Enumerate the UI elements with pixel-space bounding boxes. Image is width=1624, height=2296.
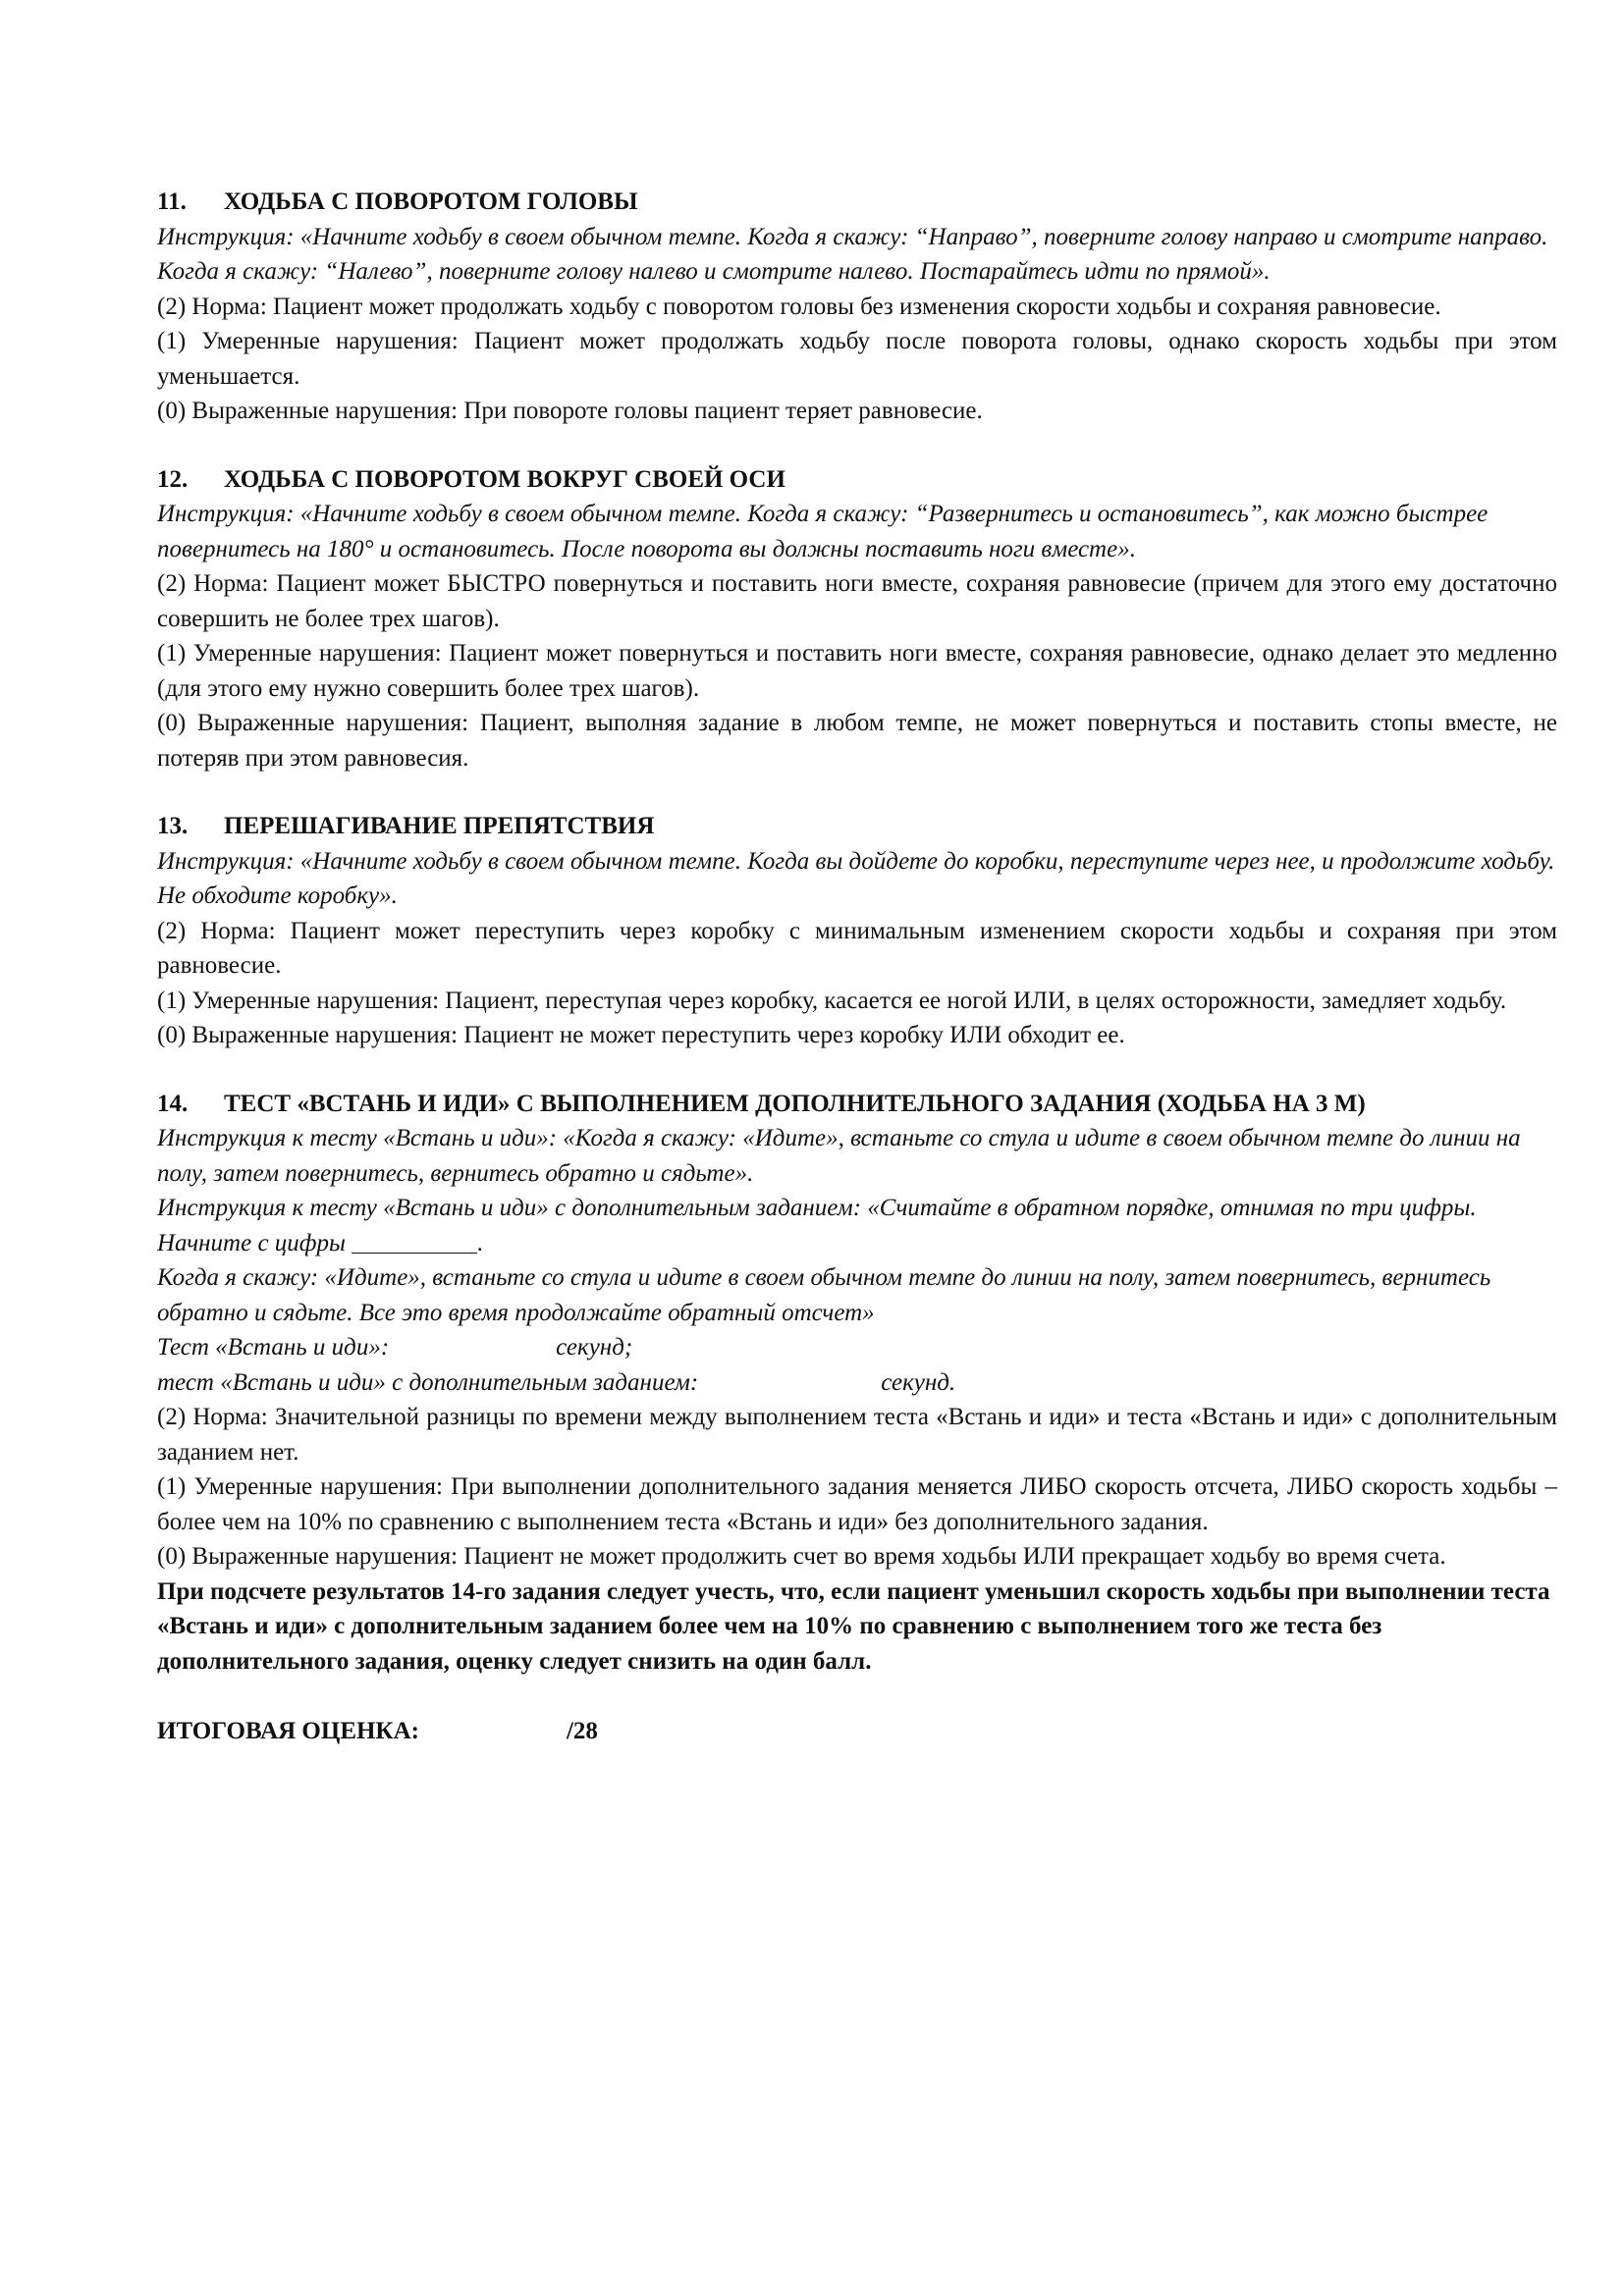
score-2-text: (2) Норма: Пациент может переступить через коробку с минимальным изменением скорости ходьбы и сохраняя при этом равновесие.: [157, 917, 1557, 979]
dual-task-instruction-end: .: [477, 1229, 484, 1256]
total-score: [157, 1714, 1557, 1749]
section-title: ХОДЬБА С ПОВОРОТОМ ГОЛОВЫ: [224, 188, 638, 215]
section-14: [157, 1087, 1557, 1680]
score-2-text: (2) Норма: Пациент может продолжать ходьбу с поворотом головы без изменения скорости ходьбы и сохраняя равновесие.: [157, 293, 1441, 320]
timing-unit: секунд;: [556, 1334, 633, 1361]
document-page: [157, 185, 1557, 1774]
timing-row-tug: [157, 1330, 1557, 1365]
score-0-text: (0) Выраженные нарушения: Пациент не может переступить через коробку ИЛИ обходит ее.: [157, 1022, 1125, 1048]
start-number-blank: [352, 1229, 477, 1254]
section-title: ТЕСТ «ВСТАНЬ И ИДИ» С ВЫПОЛНЕНИЕМ ДОПОЛНИТЕЛЬНОГО ЗАДАНИЯ (ХОДЬБА НА 3 М): [224, 1090, 1366, 1117]
dual-task-instruction-text: Инструкция к тесту «Встань и иди» с дополнительным заданием: «Считайте в обратном порядке, отнимая по три цифры. Начните с цифры: [157, 1195, 1477, 1256]
section-heading: [157, 809, 1557, 844]
section-title: ПЕРЕШАГИВАНИЕ ПРЕПЯТСТВИЯ: [224, 813, 655, 839]
section-11: [157, 185, 1557, 429]
section-heading: [157, 462, 1557, 498]
instruction-text: Инструкция: «Начните ходьбу в своем обычном темпе. Когда вы дойдете до коробки, переступите через нее, и продолжите ходьбу. Не обходите коробку».: [157, 847, 1555, 909]
score-1-text: (1) Умеренные нарушения: Пациент, переступая через коробку, касается ее ногой ИЛИ, в целях осторожности, замедляет ходьбу.: [157, 987, 1507, 1014]
section-13: [157, 809, 1557, 1053]
section-number: 14.: [157, 1090, 189, 1117]
timing-row-dual-task: [157, 1365, 1557, 1401]
score-2-text: (2) Норма: Пациент может БЫСТРО повернуться и поставить ноги вместе, сохраняя равновесие (причем для этого ему достаточно совершить не более трех шагов).: [157, 570, 1557, 632]
section-number: 12.: [157, 465, 189, 493]
section-heading: [157, 185, 1557, 220]
section-title: ХОДЬБА С ПОВОРОТОМ ВОКРУГ СВОЕЙ ОСИ: [224, 465, 785, 493]
total-score-max: /28: [566, 1718, 598, 1744]
timing-label: Тест «Встань и иди»:: [157, 1334, 390, 1361]
section-12: [157, 462, 1557, 776]
timing-unit: секунд.: [881, 1368, 956, 1396]
score-1-text: (1) Умеренные нарушения: Пациент может продолжать ходьбу после поворота головы, однако скорость ходьбы при этом уменьшается.: [157, 328, 1557, 390]
instruction-continuation: Когда я скажу: «Идите», встаньте со стула и идите в своем обычном темпе до линии на полу, затем повернитесь, вернитесь обратно и сядьте. Все это время продолжайте обратный отсчет»: [157, 1264, 1491, 1326]
total-score-label: ИТОГОВАЯ ОЦЕНКА:: [157, 1718, 419, 1744]
score-0-text: (0) Выраженные нарушения: При повороте головы пациент теряет равновесие.: [157, 398, 983, 424]
score-1-text: (1) Умеренные нарушения: Пациент может повернуться и поставить ноги вместе, сохраняя равновесие, однако делает это медленно (для этого ему нужно совершить более трех шагов).: [157, 640, 1557, 702]
score-2-text: (2) Норма: Значительной разницы по времени между выполнением теста «Встань и иди» и теста «Встань и иди» с дополнительным заданием нет.: [157, 1404, 1557, 1466]
instruction-text: Инструкция: «Начните ходьбу в своем обычном темпе. Когда я скажу: “Направо”, поверните голову направо и смотрите направо. Когда я скажу: “Налево”, поверните голову налево и смотрите налево. Постарайтесь идти по прямой».: [157, 223, 1548, 285]
scoring-note: При подсчете результатов 14-го задания следует учесть, что, если пациент уменьшил скорость ходьбы при выполнении теста «Встань и иди» с дополнительным заданием более чем на 10% по сравнению с выполнением того же теста без дополнительного задания, оценку следует снизить на один балл.: [157, 1577, 1550, 1675]
score-0-text: (0) Выраженные нарушения: Пациент не может продолжить счет во время ходьбы ИЛИ прекращает ходьбу во время счета.: [157, 1543, 1446, 1570]
timing-label: тест «Встань и иди» с дополнительным заданием:: [157, 1368, 699, 1396]
score-0-text: (0) Выраженные нарушения: Пациент, выполняя задание в любом темпе, не может повернуться и поставить стопы вместе, не потеряв при этом равновесия.: [157, 710, 1557, 772]
section-number: 13.: [157, 813, 189, 839]
section-number: 11.: [157, 188, 187, 215]
dual-task-instruction: [157, 1191, 1557, 1260]
score-1-text: (1) Умеренные нарушения: При выполнении дополнительного задания меняется ЛИБО скорость отсчета, ЛИБО скорость ходьбы – более чем на 10% по сравнению с выполнением теста «Встань и иди» без дополнительного задания.: [157, 1473, 1557, 1535]
section-heading: [157, 1087, 1557, 1122]
instruction-text: Инструкция к тесту «Встань и иди»: «Когда я скажу: «Идите», встаньте со стула и идите в своем обычном темпе до линии на полу, затем повернитесь, вернитесь обратно и сядьте».: [157, 1125, 1521, 1187]
instruction-text: Инструкция: «Начните ходьбу в своем обычном темпе. Когда я скажу: “Развернитесь и остановитесь”, как можно быстрее повернитесь на 180° и остановитесь. После поворота вы должны поставить ноги вместе».: [157, 501, 1489, 562]
